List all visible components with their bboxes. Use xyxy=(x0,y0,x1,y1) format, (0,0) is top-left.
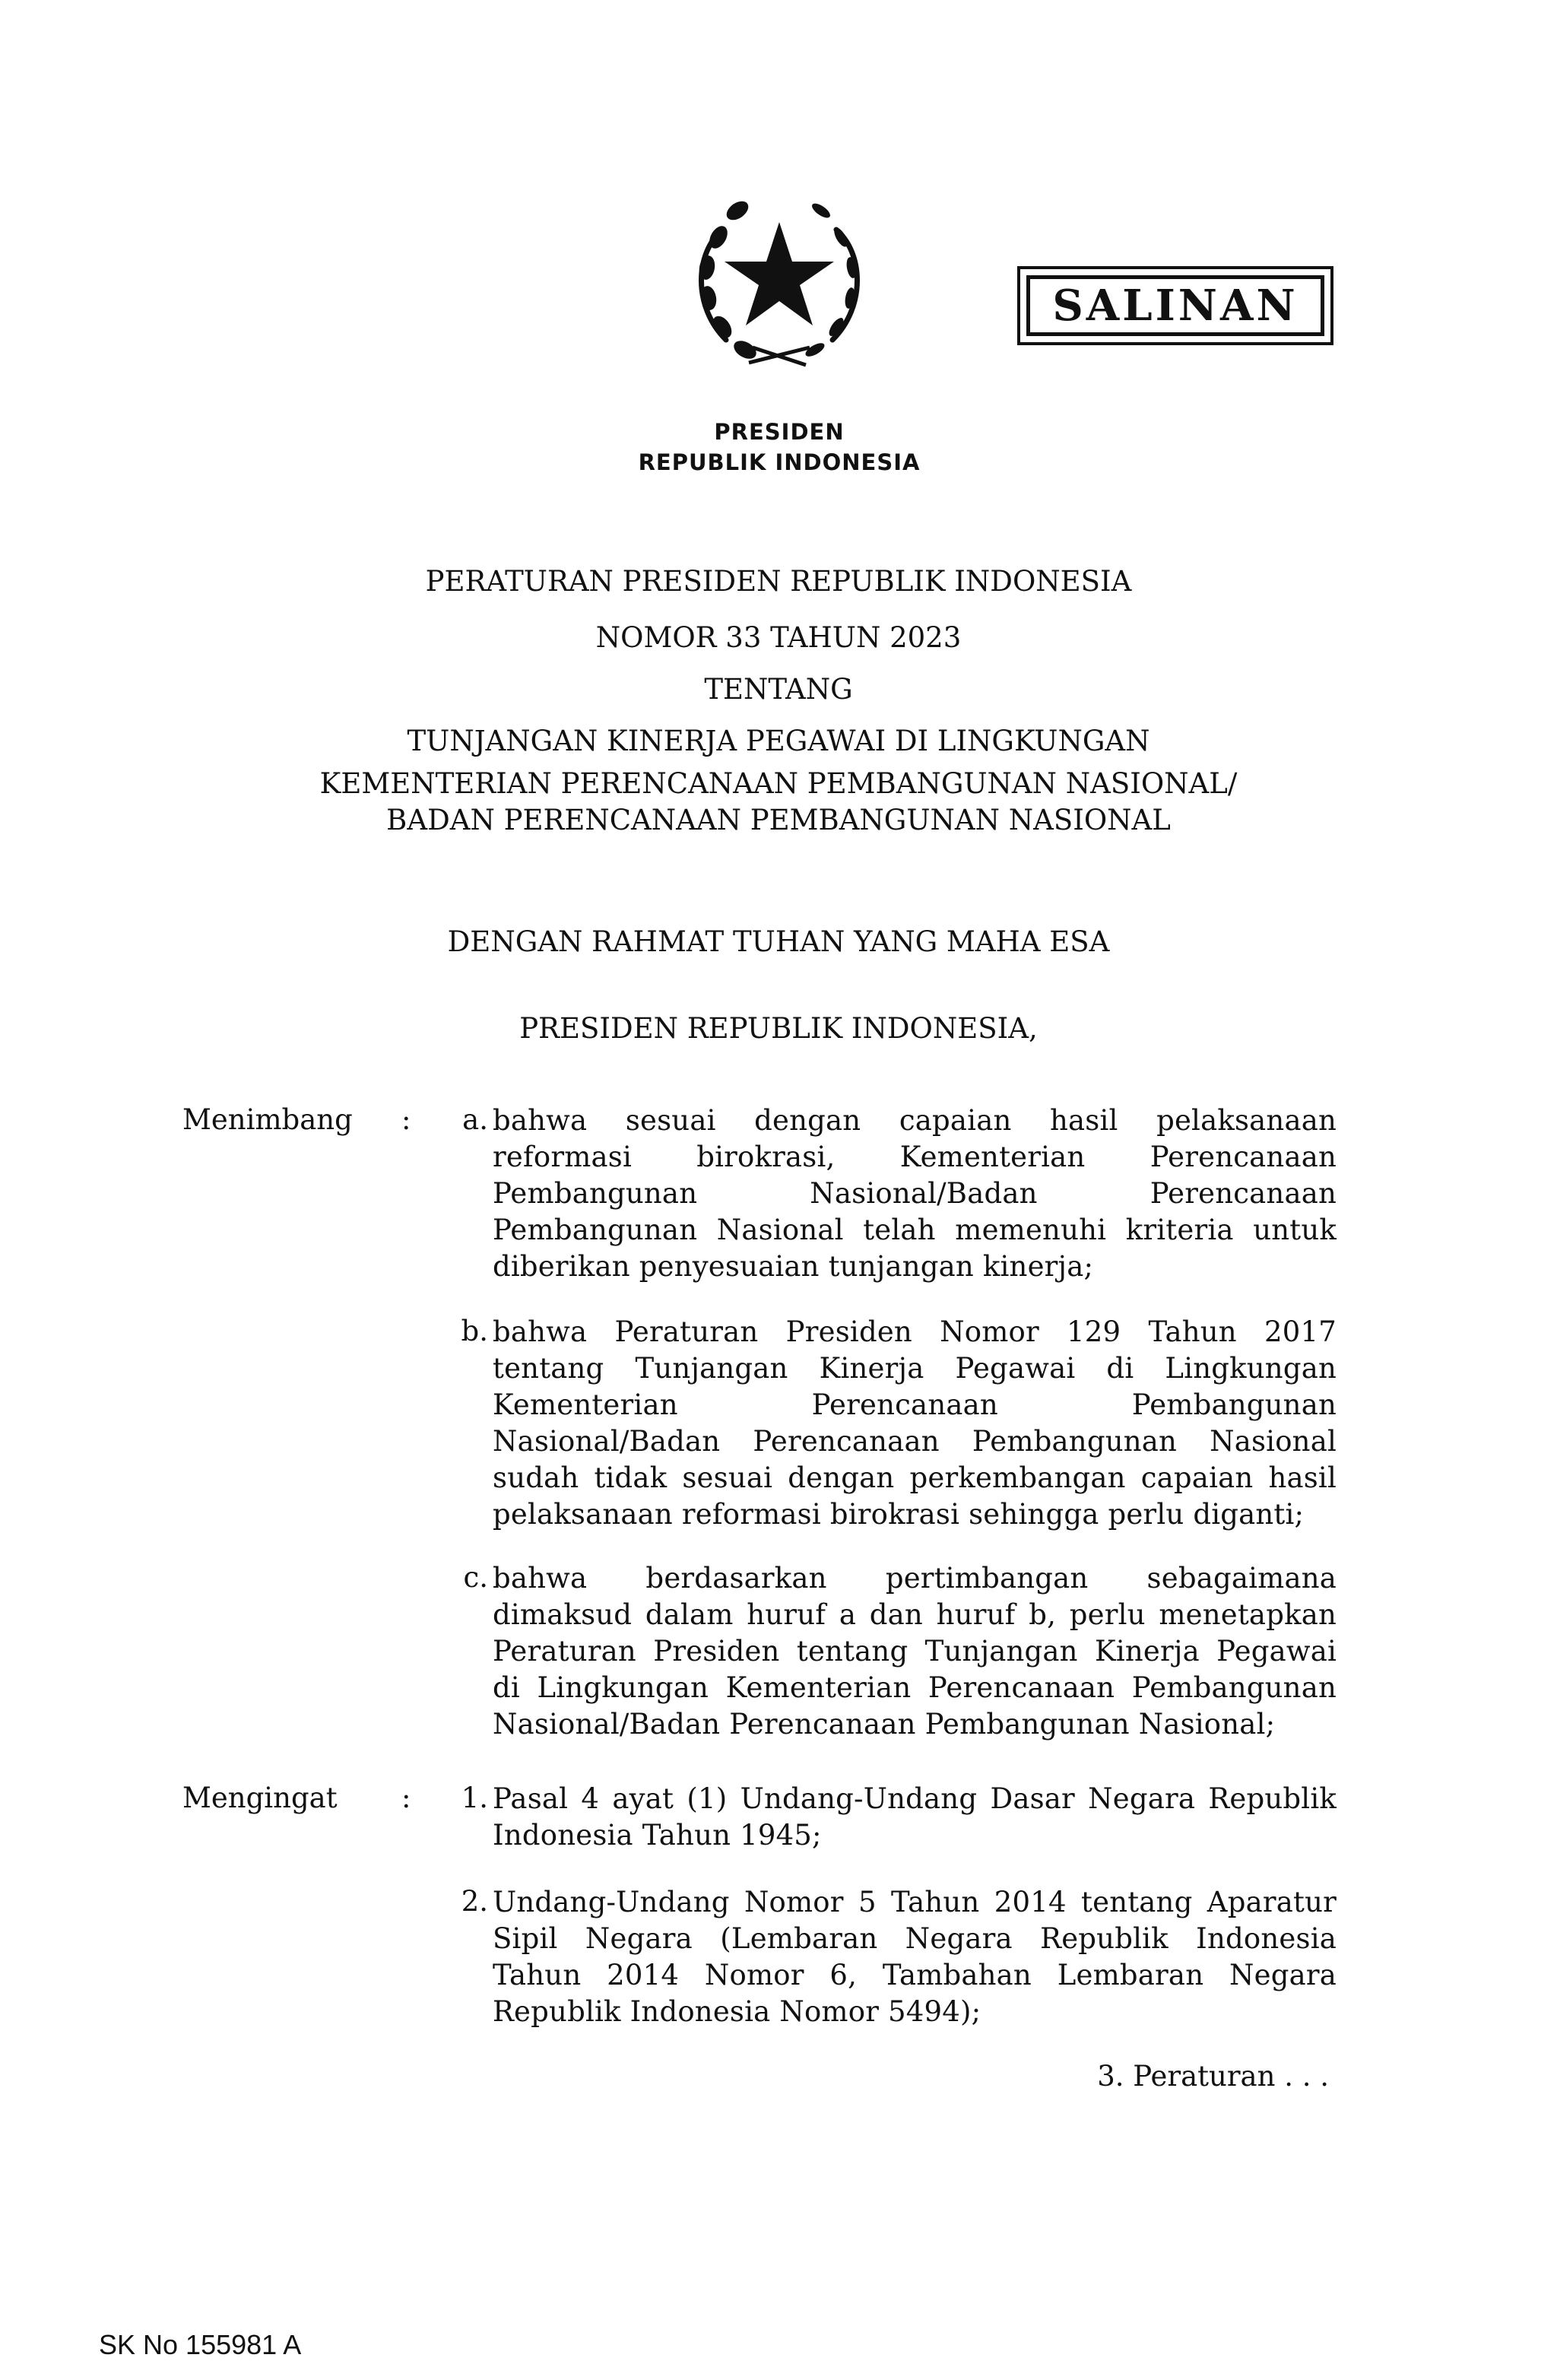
invocation: DENGAN RAHMAT TUHAN YANG MAHA ESA xyxy=(447,925,1110,958)
paragraph-line: bahwa sesuai dengan capaian hasil pelaksanaan xyxy=(493,1104,1337,1137)
mengingat-label: Mengingat xyxy=(182,1782,338,1814)
paragraph-line: tentang Tunjangan Kinerja Pegawai di Lingkungan xyxy=(493,1352,1337,1385)
page-continuation: 3. Peraturan . . . xyxy=(1097,2060,1329,2093)
emblem-caption xyxy=(532,417,1026,478)
paragraph-line: Peraturan Presiden tentang Tunjangan Kinerja Pegawai xyxy=(493,1635,1337,1668)
paragraph-line: sudah tidak sesuai dengan perkembangan capaian hasil xyxy=(493,1461,1337,1494)
paragraph-line: bahwa Peraturan Presiden Nomor 129 Tahun 2017 xyxy=(493,1315,1337,1348)
menimbang-item-c-marker: c. xyxy=(463,1561,488,1594)
document-serial-code: SK No 155981 A xyxy=(99,2329,302,2360)
title-line6: BADAN PERENCANAAN PEMBANGUNAN NASIONAL xyxy=(386,804,1171,836)
paragraph-line: bahwa berdasarkan pertimbangan sebagaimana xyxy=(493,1562,1337,1595)
emblem-caption-line2: REPUBLIK INDONESIA xyxy=(638,449,921,475)
authority: PRESIDEN REPUBLIK INDONESIA, xyxy=(519,1012,1038,1045)
paragraph-line: Pembangunan Nasional/Badan Perencanaan xyxy=(493,1177,1337,1210)
menimbang-item-c xyxy=(493,1560,1337,1743)
paragraph-line: Republik Indonesia Nomor 5494); xyxy=(493,1995,981,2028)
paragraph-line: Pasal 4 ayat (1) Undang-Undang Dasar Negara Republik xyxy=(493,1782,1337,1815)
menimbang-item-a xyxy=(493,1103,1337,1285)
paragraph-line: Undang-Undang Nomor 5 Tahun 2014 tentang Aparatur xyxy=(493,1886,1337,1918)
paragraph-line: Nasional/Badan Perencanaan Pembangunan Nasional; xyxy=(493,1708,1276,1741)
paragraph-line: Pembangunan Nasional telah memenuhi kriteria untuk xyxy=(493,1214,1337,1246)
paragraph-line: di Lingkungan Kementerian Perencanaan Pembangunan xyxy=(493,1671,1337,1704)
mengingat-item-1-marker: 1. xyxy=(461,1782,488,1814)
presidential-emblem-icon xyxy=(669,176,889,382)
paragraph-line: Nasional/Badan Perencanaan Pembangunan Nasional xyxy=(493,1425,1337,1458)
salinan-stamp xyxy=(1017,266,1333,345)
menimbang-colon: : xyxy=(401,1103,411,1136)
salinan-stamp-text: SALINAN xyxy=(1026,275,1324,336)
paragraph-line: diberikan penyesuaian tunjangan kinerja; xyxy=(493,1250,1094,1283)
menimbang-item-b xyxy=(493,1314,1337,1533)
mengingat-colon: : xyxy=(401,1782,411,1814)
paragraph-line: pelaksanaan reformasi birokrasi sehingga perlu diganti; xyxy=(493,1498,1305,1531)
paragraph-line: Tahun 2014 Nomor 6, Tambahan Lembaran Negara xyxy=(493,1959,1337,1991)
menimbang-label: Menimbang xyxy=(182,1103,353,1136)
title-line1: PERATURAN PRESIDEN REPUBLIK INDONESIA xyxy=(425,565,1132,598)
mengingat-item-2-marker: 2. xyxy=(461,1885,488,1918)
paragraph-line: reformasi birokrasi, Kementerian Perencanaan xyxy=(493,1141,1337,1173)
title-line3: TENTANG xyxy=(704,673,853,706)
title-line2: NOMOR 33 TAHUN 2023 xyxy=(595,621,962,654)
mengingat-item-2 xyxy=(493,1884,1337,2030)
title-line4: TUNJANGAN KINERJA PEGAWAI DI LINGKUNGAN xyxy=(407,725,1150,757)
paragraph-line: dimaksud dalam huruf a dan huruf b, perlu menetapkan xyxy=(493,1598,1337,1631)
emblem-caption-line1: PRESIDEN xyxy=(714,419,845,445)
menimbang-item-b-marker: b. xyxy=(461,1315,488,1347)
paragraph-line: Sipil Negara (Lembaran Negara Republik Indonesia xyxy=(493,1922,1337,1955)
menimbang-item-a-marker: a. xyxy=(462,1103,488,1136)
title-line5: KEMENTERIAN PERENCANAAN PEMBANGUNAN NASIONAL/ xyxy=(319,767,1238,800)
paragraph-line: Indonesia Tahun 1945; xyxy=(493,1819,822,1852)
paragraph-line: Kementerian Perencanaan Pembangunan xyxy=(493,1388,1337,1421)
mengingat-item-1 xyxy=(493,1781,1337,1854)
